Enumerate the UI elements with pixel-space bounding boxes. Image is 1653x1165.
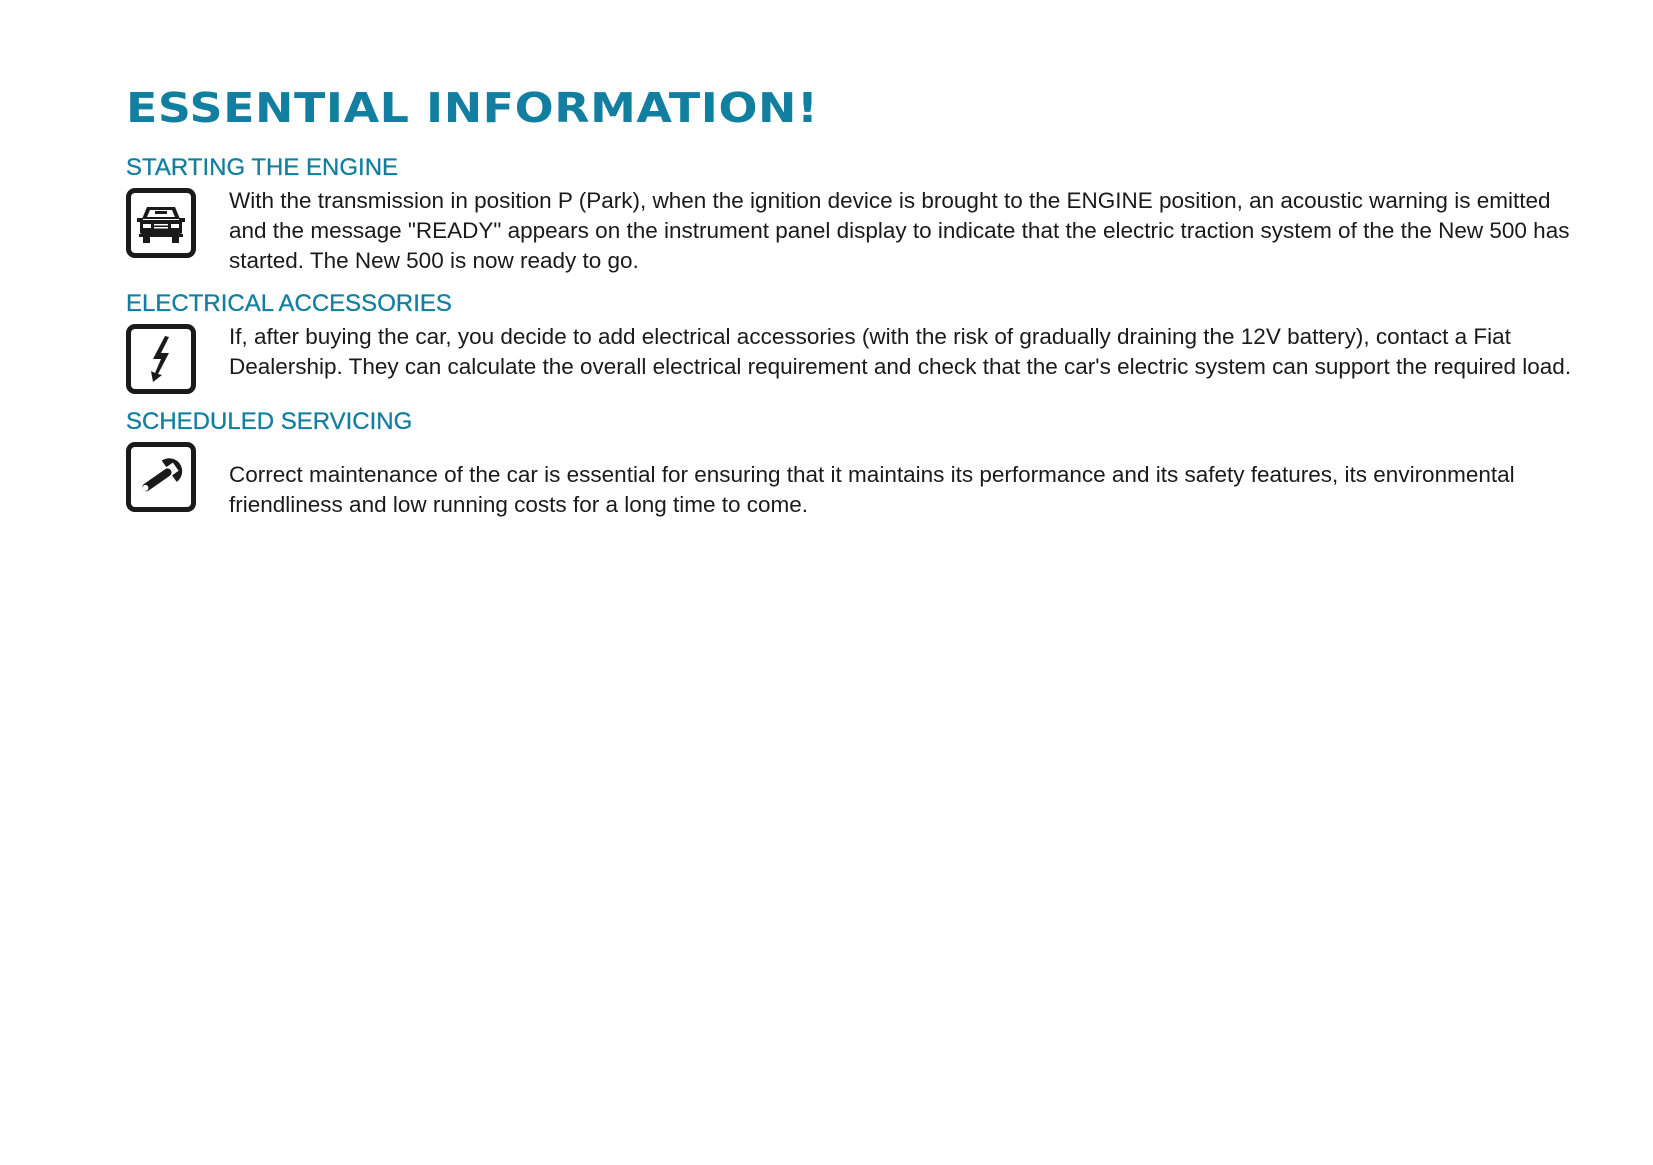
document-page <box>126 84 1576 534</box>
section-heading: SCHEDULED SERVICING <box>126 408 413 435</box>
section-scheduled-servicing <box>126 408 1576 520</box>
section-paragraph: With the transmission in position P (Park), when the ignition device is brought to the ENGINE position, an acoustic warning is emitted and the message "READY" appears on the instrument panel display to indicate that the electric traction system of the the New 500 has started. The New 500 is now ready to go. <box>229 188 1570 273</box>
wrench-icon <box>126 442 196 512</box>
lightning-icon <box>126 324 196 394</box>
section-heading: ELECTRICAL ACCESSORIES <box>126 290 452 317</box>
section-body <box>126 186 1576 276</box>
section-body <box>126 440 1576 520</box>
section-paragraph: If, after buying the car, you decide to add electrical accessories (with the risk of gradually draining the 12V battery), contact a Fiat Dealership. They can calculate the overall electrical requirement and check that the car's electric system can support the required load. <box>229 324 1572 379</box>
page-title: ESSENTIAL INFORMATION! <box>126 84 819 132</box>
section-body <box>126 322 1576 394</box>
section-starting-engine <box>126 154 1576 276</box>
section-electrical-accessories <box>126 290 1576 394</box>
section-paragraph: Correct maintenance of the car is essential for ensuring that it maintains its performance and its safety features, its environmental friendliness and low running costs for a long time to come. <box>229 462 1515 517</box>
section-heading: STARTING THE ENGINE <box>126 154 399 181</box>
car-front-icon <box>126 188 196 258</box>
